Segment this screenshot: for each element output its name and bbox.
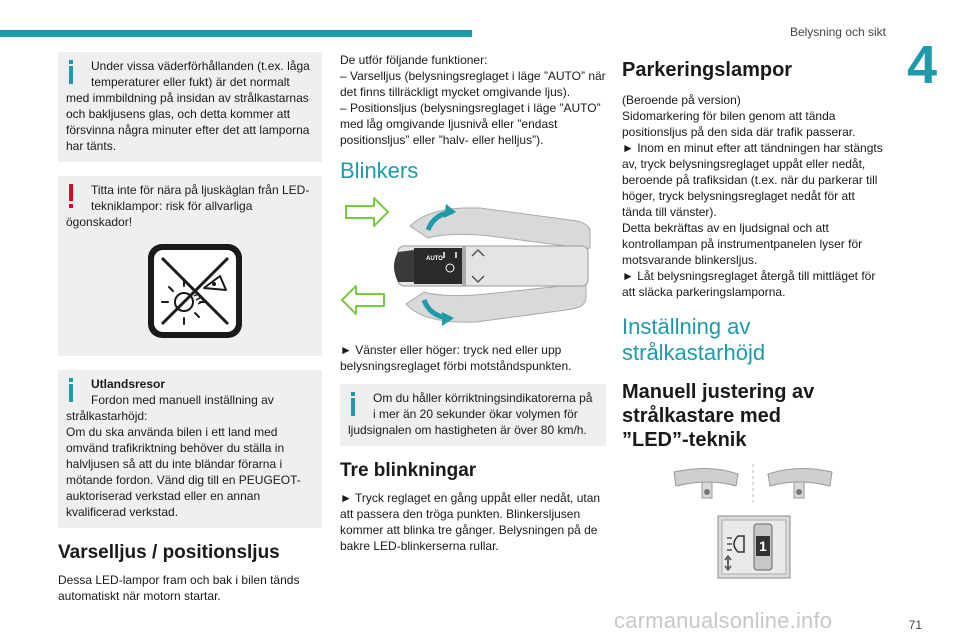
info-box-condensation (58, 52, 322, 162)
eye-warning-symbol-container (66, 238, 314, 344)
headlamp-adjust-diagram (622, 462, 884, 586)
info-text-first: Under vissa väderförhållanden (t.ex. låga temperaturer eller fukt) är det normalt (91, 59, 310, 89)
chapter-number: 4 (906, 35, 938, 95)
section-title: Belysning och sikt (789, 25, 886, 39)
paragraph-daytime-lights: Dessa LED-lampor fram och bak i bilen tänds automatiskt när motorn startar. (58, 573, 300, 603)
info-text-first: Om du håller körriktningsindikatorerna på i mer än 20 sekunder ökar volymen för (373, 391, 593, 421)
wheel-position-number: 1 (759, 538, 767, 554)
heading-daytime-lights: Varselljus / positionsljus (58, 542, 280, 563)
paragraph-three-flashes: ► Tryck reglaget en gång uppåt eller nedåt, utan att passera den tröga punkten. Blinkersljusen kommer att blinka tre gånger. Belysningen på de bakre LED-blinkerserna rullar. (340, 491, 601, 553)
warning-box-led (58, 176, 322, 356)
info-icon (64, 60, 78, 86)
arrow-left-icon (342, 286, 384, 314)
info-text-rest: ljudsignalen om hastigheten är över 80 km/h. (348, 423, 587, 437)
column-left (58, 52, 322, 604)
paragraph-parking-lamps: (Beroende på version) Sidomarkering för bilen genom att tända positionsljus på den sida där trafik passerar. ► Inom en minut efter att tändningen har stängts av, tryck belysningsreglaget uppåt eller nedåt, beroende på trafiksidan (t.ex. när du parkerar till höger, tryck belysningsreglaget nedåt för att tända till vänster). Detta bekräftas av en ljudsignal och att kontrollampan på instrumentpanelen lyser för motsvarande blinkersljus. ► Låt belysningsreglaget återgå till mittläget för att släcka parkeringslamporna. (622, 93, 883, 299)
watermark-text: carmanualsonline.info (614, 608, 833, 633)
page-number: 71 (908, 618, 922, 632)
arrow-up-right-icon (346, 198, 388, 226)
function-item-position: – Positionsljus (belysningsreglaget i läge ”AUTO” med låg omgivande ljusnivå eller ”endast positionsljus” eller ”halv- eller helljus”). (340, 101, 601, 147)
info-icon (346, 392, 360, 418)
steering-wheel-left-icon (674, 468, 738, 498)
heading-blinkers: Blinkers (340, 158, 419, 183)
info-text-rest: med immbildning på insidan av strålkastarnas och bakljusens glas, och detta kommer att försvinna några minuter efter det att lamporna har tänts. (66, 91, 310, 153)
info-icon (64, 378, 78, 404)
do-not-look-at-light-icon (146, 242, 244, 340)
header-accent-bar (0, 30, 472, 37)
info-text-first: Fordon med manuell inställning av (91, 393, 274, 407)
headlamp-adjust-illustration (622, 462, 884, 586)
heading-parking-lamps: Parkeringslampor (622, 59, 793, 81)
blinker-instruction: ► Vänster eller höger: tryck ned eller upp belysningsreglaget förbi motståndspunkten. (340, 343, 572, 373)
info-box-travel-abroad (58, 370, 322, 528)
turn-signal-stalk-diagram (340, 196, 606, 332)
column-middle (340, 52, 606, 554)
functions-intro: De utför följande funktioner: (340, 53, 488, 67)
warning-icon (64, 184, 78, 210)
auto-label: AUTO (426, 256, 443, 262)
info-text-rest: strålkastarhöjd: Om du ska använda bilen i ett land med omvänd trafikriktning behöver du ställa in halvljusen så att du inte bländar förarna i mötande fordon. Vänd dig till en PEUGEOT-auktoriserad verkstad eller en annan kvalificerad verkstad. (66, 409, 301, 519)
function-item-drl: – Varselljus (belysningsreglaget i läge ”AUTO” när det finns tillräckligt mycket omgivande ljus). (340, 69, 606, 99)
heading-manual-led-adjustment: Manuell justering av strålkastare med ”LED”-teknik (622, 381, 815, 451)
steering-wheel-right-icon (768, 468, 832, 498)
heading-headlamp-adjustment: Inställning av strålkastarhöjd (622, 314, 766, 365)
column-right (622, 52, 884, 586)
info-box-blinker-volume (340, 384, 606, 446)
warning-text-first: Titta inte för nära på ljuskäglan från LED-tekniklampor: risk för allvarliga (91, 183, 310, 213)
info-title: Utlandsresor (91, 377, 166, 391)
heading-three-flashes: Tre blinkningar (340, 460, 477, 481)
blinker-illustration (340, 196, 606, 332)
warning-text-rest: ögonskador! (66, 215, 133, 229)
